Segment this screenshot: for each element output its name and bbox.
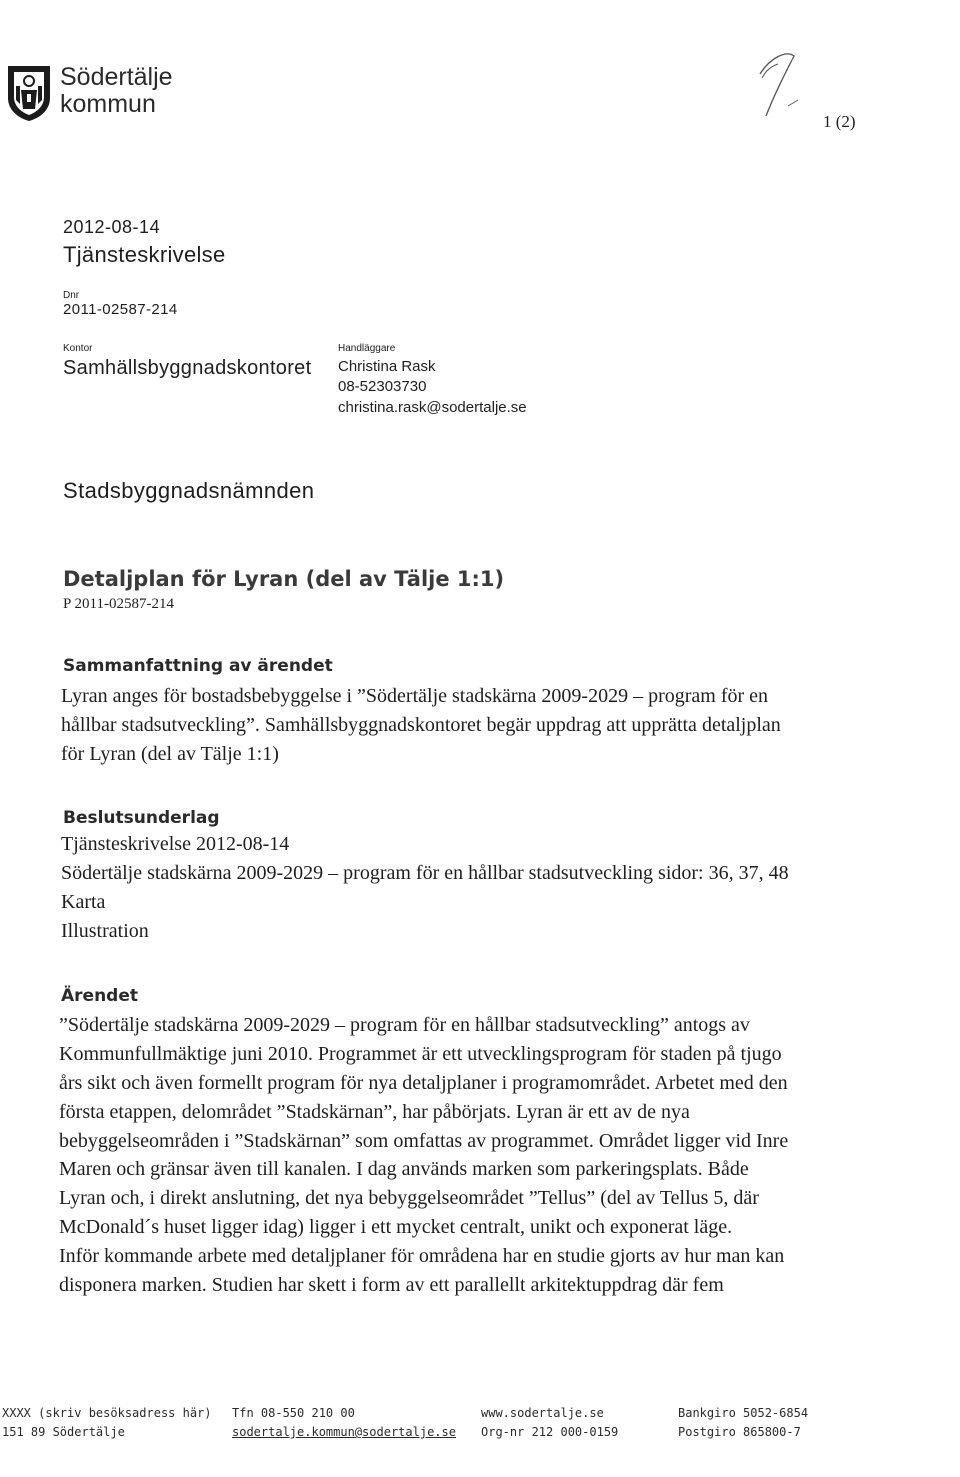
- logo-name-line2: kommun: [60, 90, 156, 118]
- logo-name: [60, 64, 173, 118]
- footer-giro: [678, 1404, 808, 1442]
- handlaggare-email: christina.rask@sodertalje.se: [338, 399, 527, 416]
- kommun-logo-shield-icon: [6, 64, 52, 122]
- kontor-label: Kontor: [63, 343, 93, 354]
- arendet-line: Inför kommande arbete med detaljplaner för områdena har en studie gjorts av hur man kan: [59, 1245, 785, 1268]
- handlaggare-phone: 08-52303730: [338, 378, 427, 395]
- summary-heading: Sammanfattning av ärendet: [63, 656, 333, 676]
- beslutsunderlag-heading: Beslutsunderlag: [63, 808, 220, 828]
- footer-address-line2: 151 89 Södertälje: [2, 1425, 125, 1439]
- summary-line: Lyran anges för bostadsbebyggelse i ”Södertälje stadskärna 2009-2029 – program för en: [61, 685, 769, 707]
- handlaggare-name: Christina Rask: [338, 358, 436, 375]
- list-item: Karta: [61, 890, 106, 913]
- page-title: Detaljplan för Lyran (del av Tälje 1:1): [63, 567, 505, 591]
- arendet-heading: Ärendet: [61, 986, 138, 1006]
- kontor-value: Samhällsbyggnadskontoret: [63, 357, 312, 379]
- footer-address-line1: XXXX (skriv besöksadress här): [2, 1406, 212, 1420]
- footer-phone: Tfn 08-550 210 00: [232, 1406, 355, 1420]
- arendet-line: ”Södertälje stadskärna 2009-2029 – program för en hållbar stadsutveckling” antogs av: [59, 1014, 750, 1036]
- footer-address: [2, 1404, 212, 1442]
- document-date: 2012-08-14: [63, 217, 161, 237]
- footer-web-link[interactable]: www.sodertalje.se: [481, 1406, 604, 1420]
- list-item: Södertälje stadskärna 2009-2029 – program för en hållbar stadsutveckling sidor: 36, 37, 48: [61, 861, 789, 884]
- handlaggare-label: Handläggare: [338, 343, 396, 354]
- arendet-line: Lyran och, i direkt anslutning, det nya bebyggelseområdet ”Tellus” (del av Tellus 5, där: [59, 1187, 759, 1210]
- arendet-line: disponera marken. Studien har skett i form av ett parallellt arkitektuppdrag där fem: [59, 1274, 724, 1297]
- arendet-line: Maren och gränsar även till kanalen. I dag används marken som parkeringsplats. Både: [59, 1158, 749, 1181]
- beslutsunderlag-list: [61, 830, 789, 946]
- recipient: Stadsbyggnadsnämnden: [63, 478, 315, 503]
- handwritten-mark: [748, 46, 808, 126]
- footer-orgnr: Org-nr 212 000-0159: [481, 1425, 619, 1439]
- footer-web: [481, 1404, 618, 1442]
- footer-bankgiro: Bankgiro 5052-6854: [678, 1406, 809, 1420]
- document-type: Tjänsteskrivelse: [63, 242, 226, 267]
- arendet-line: bebyggelseområden i ”Stadskärnan” som omfattas av programmet. Området ligger vid Inre: [59, 1129, 789, 1152]
- summary-text: [61, 682, 781, 769]
- footer-contact: [232, 1404, 456, 1442]
- arendet-line: Kommunfullmäktige juni 2010. Programmet är ett utvecklingsprogram för staden på tjugo: [59, 1042, 782, 1065]
- page-number: 1 (2): [823, 112, 856, 131]
- arendet-line: års sikt och även formellt program för nya detaljplaner i programområdet. Arbetet med den: [59, 1071, 788, 1094]
- list-item: Tjänsteskrivelse 2012-08-14: [61, 833, 290, 855]
- footer-postgiro: Postgiro 865800-7: [678, 1425, 801, 1439]
- p-number: P 2011-02587-214: [63, 596, 174, 612]
- logo-name-line1: Södertälje: [60, 63, 173, 91]
- dnr-label: Dnr: [63, 290, 80, 301]
- summary-line: för Lyran (del av Tälje 1:1): [61, 742, 279, 765]
- footer: [0, 1404, 960, 1444]
- dnr-value: 2011-02587-214: [63, 301, 178, 318]
- arendet-text: [59, 1011, 788, 1300]
- arendet-line: McDonald´s huset ligger idag) ligger i ett mycket centralt, unikt och exponerat läge.: [59, 1216, 733, 1239]
- list-item: Illustration: [61, 919, 149, 942]
- footer-email-link[interactable]: sodertalje.kommun@sodertalje.se: [232, 1425, 456, 1439]
- summary-line: hållbar stadsutveckling”. Samhällsbyggnadskontoret begär uppdrag att upprätta detaljplan: [61, 713, 781, 736]
- arendet-line: första etappen, delområdet ”Stadskärnan”, har påbörjats. Lyran är ett av de nya: [59, 1100, 690, 1123]
